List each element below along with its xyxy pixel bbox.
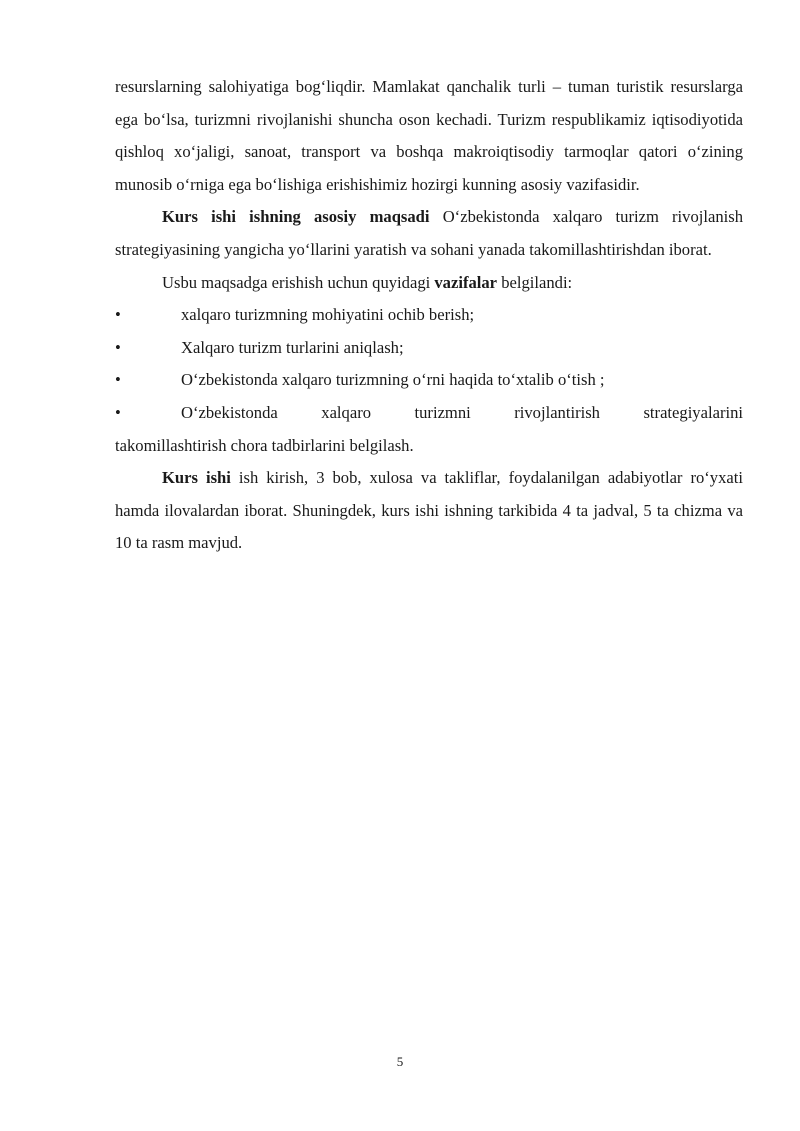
bullet-icon: • xyxy=(115,305,121,325)
structure-bold: Kurs ishi xyxy=(162,468,231,488)
list-item-text: xalqaro turizmning mohiyatini ochib berish; xyxy=(181,305,475,325)
list-item-text-continuation: takomillashtirish chora tadbirlarini belgilash. xyxy=(115,435,414,455)
tasks-intro-text: Usbu maqsadga erishish uchun quyidagi xyxy=(162,272,435,292)
bullet-icon: • xyxy=(115,370,121,390)
goal-text: O‘zbekistonda xalqaro turizm rivojlanish strategiyasining yangicha yo‘llarini yaratish va sohani yanada takomillashtirishdan iborat. xyxy=(115,207,743,259)
list-item-text: Xalqaro turizm turlarini aniqlash; xyxy=(181,337,404,357)
bullet-icon: • xyxy=(115,337,121,357)
list-item xyxy=(115,397,743,462)
paragraph-structure xyxy=(115,462,743,560)
page-number: 5 xyxy=(396,1054,404,1069)
paragraph-goal xyxy=(115,201,743,266)
paragraph-intro: resurslarning salohiyatiga bog‘liqdir. Mamlakat qanchalik turli – tuman turistik resurslarga ega bo‘lsa, turizmni rivojlanishi shuncha oson kechadi. Turizm respublikamiz iqtisodiyotida qishloq xo‘jaligi, sanoat, transport va boshqa makroiqtisodiy tarmoqlar qatori o‘zining munosib o‘rniga ega bo‘lishiga erishishimiz hozirgi kunning asosiy vazifasidir. xyxy=(115,77,743,194)
paragraph-tasks-intro xyxy=(115,267,743,300)
bullet-icon: • xyxy=(115,402,121,422)
list-item xyxy=(115,299,743,332)
tasks-bold: vazifalar xyxy=(434,272,498,292)
list-item-text: O‘zbekistonda xalqaro turizmni rivojlantirish strategiyalarini xyxy=(181,402,743,422)
structure-text: ish kirish, 3 bob, xulosa va takliflar, foydalanilgan adabiyotlar ro‘yxati hamda ilovalardan iborat. Shuningdek, kurs ishi ishning tarkibida 4 ta jadval, 5 ta chizma va 10 ta rasm mavjud. xyxy=(115,468,743,553)
goal-heading-bold: Kurs ishi ishning asosiy maqsadi xyxy=(162,207,430,227)
page-content xyxy=(115,71,743,560)
list-item-text: O‘zbekistonda xalqaro turizmning o‘rni haqida to‘xtalib o‘tish ; xyxy=(181,370,605,390)
list-item xyxy=(115,332,743,365)
tasks-intro-end: belgilandi: xyxy=(497,272,573,292)
list-item xyxy=(115,364,743,397)
